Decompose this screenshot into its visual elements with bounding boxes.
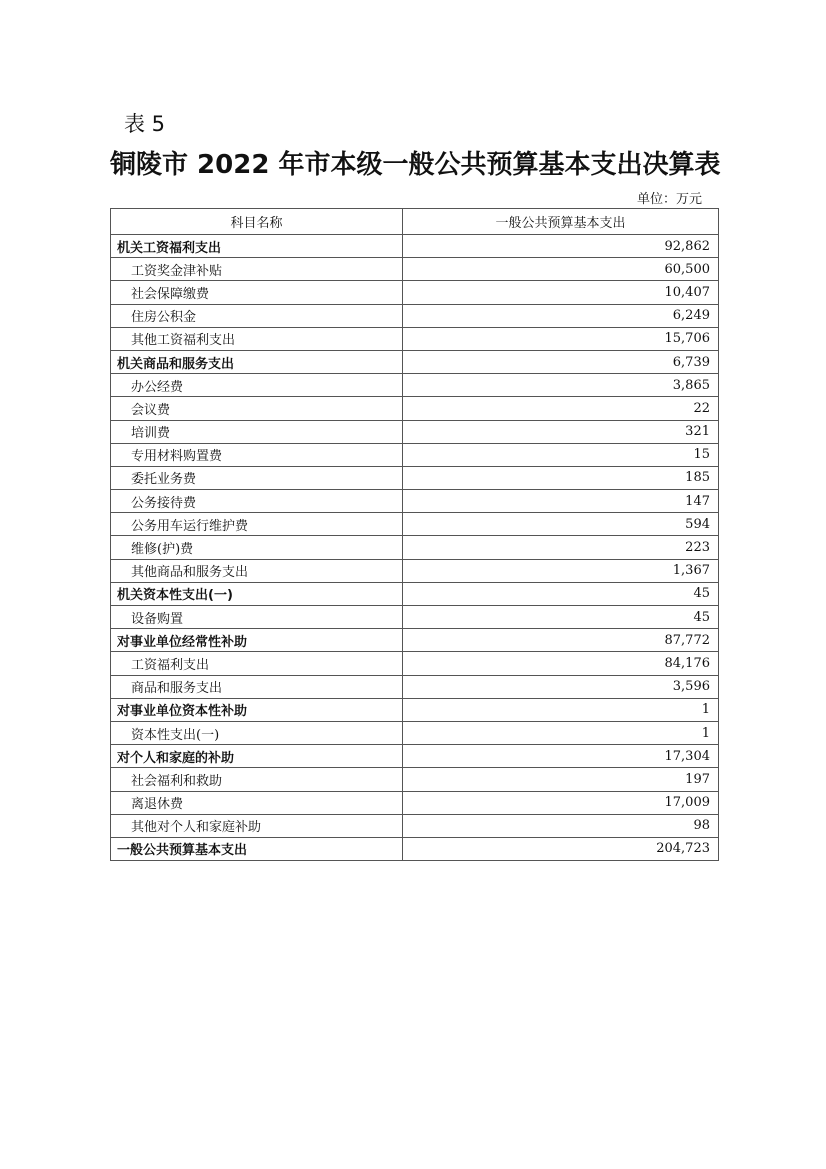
table-row [111, 513, 719, 536]
table-row [111, 768, 719, 791]
row-item-name: 公务用车运行维护费 [111, 513, 403, 536]
row-item-value: 45 [403, 582, 719, 605]
row-item-value: 185 [403, 466, 719, 489]
row-item-name: 工资奖金津补贴 [111, 258, 403, 281]
row-item-name: 委托业务费 [111, 466, 403, 489]
table-row [111, 327, 719, 350]
row-item-name: 工资福利支出 [111, 652, 403, 675]
row-item-value: 6,739 [403, 350, 719, 373]
row-item-name: 其他对个人和家庭补助 [111, 814, 403, 837]
row-item-value: 98 [403, 814, 719, 837]
row-item-value: 197 [403, 768, 719, 791]
row-item-value: 223 [403, 536, 719, 559]
row-item-name: 设备购置 [111, 606, 403, 629]
row-item-name: 办公经费 [111, 374, 403, 397]
row-item-value: 147 [403, 490, 719, 513]
category-row [111, 582, 719, 605]
row-item-name: 对个人和家庭的补助 [111, 745, 403, 768]
table-row [111, 443, 719, 466]
row-item-value: 87,772 [403, 629, 719, 652]
row-item-name: 维修(护)费 [111, 536, 403, 559]
row-item-name: 商品和服务支出 [111, 675, 403, 698]
row-item-value: 60,500 [403, 258, 719, 281]
category-row [111, 235, 719, 258]
row-item-value: 1 [403, 721, 719, 744]
row-item-name: 其他商品和服务支出 [111, 559, 403, 582]
table-row [111, 721, 719, 744]
row-item-name: 住房公积金 [111, 304, 403, 327]
row-item-name: 社会福利和救助 [111, 768, 403, 791]
row-item-value: 15 [403, 443, 719, 466]
table-row [111, 420, 719, 443]
row-item-value: 17,009 [403, 791, 719, 814]
page-title: 铜陵市 2022 年市本级一般公共预算基本支出决算表 [110, 150, 721, 180]
table-row [111, 675, 719, 698]
row-item-value: 1,367 [403, 559, 719, 582]
row-item-name: 对事业单位资本性补助 [111, 698, 403, 721]
table-number: 表 5 [124, 112, 166, 136]
table-row [111, 606, 719, 629]
row-item-value: 15,706 [403, 327, 719, 350]
budget-table [110, 208, 719, 861]
table-row [111, 791, 719, 814]
row-item-name: 离退休费 [111, 791, 403, 814]
row-item-value: 84,176 [403, 652, 719, 675]
category-row [111, 350, 719, 373]
row-item-value: 10,407 [403, 281, 719, 304]
row-item-name: 对事业单位经常性补助 [111, 629, 403, 652]
row-item-value: 17,304 [403, 745, 719, 768]
unit-label: 单位：万元 [636, 192, 702, 207]
row-item-name: 资本性支出(一) [111, 721, 403, 744]
category-row [111, 698, 719, 721]
row-item-name: 机关商品和服务支出 [111, 350, 403, 373]
category-row [111, 745, 719, 768]
row-item-value: 321 [403, 420, 719, 443]
row-item-name: 会议费 [111, 397, 403, 420]
table-row [111, 281, 719, 304]
row-item-value: 594 [403, 513, 719, 536]
table-row [111, 536, 719, 559]
category-row [111, 837, 719, 860]
table-row [111, 652, 719, 675]
row-item-name: 其他工资福利支出 [111, 327, 403, 350]
row-item-name: 社会保障缴费 [111, 281, 403, 304]
row-item-value: 22 [403, 397, 719, 420]
table-row [111, 258, 719, 281]
table-row [111, 490, 719, 513]
table-row [111, 397, 719, 420]
row-item-value: 45 [403, 606, 719, 629]
table-row [111, 559, 719, 582]
row-item-name: 公务接待费 [111, 490, 403, 513]
row-item-name: 机关资本性支出(一) [111, 582, 403, 605]
row-item-value: 204,723 [403, 837, 719, 860]
table-row [111, 304, 719, 327]
row-item-name: 培训费 [111, 420, 403, 443]
column-header-value: 一般公共预算基本支出 [403, 209, 719, 235]
table-body [111, 235, 719, 861]
row-item-name: 专用材料购置费 [111, 443, 403, 466]
row-item-value: 1 [403, 698, 719, 721]
table-row [111, 466, 719, 489]
row-item-name: 一般公共预算基本支出 [111, 837, 403, 860]
table-row [111, 814, 719, 837]
table-row [111, 374, 719, 397]
category-row [111, 629, 719, 652]
table-header-row [111, 209, 719, 235]
row-item-value: 3,865 [403, 374, 719, 397]
row-item-value: 3,596 [403, 675, 719, 698]
row-item-value: 92,862 [403, 235, 719, 258]
column-header-name: 科目名称 [111, 209, 403, 235]
row-item-name: 机关工资福利支出 [111, 235, 403, 258]
row-item-value: 6,249 [403, 304, 719, 327]
